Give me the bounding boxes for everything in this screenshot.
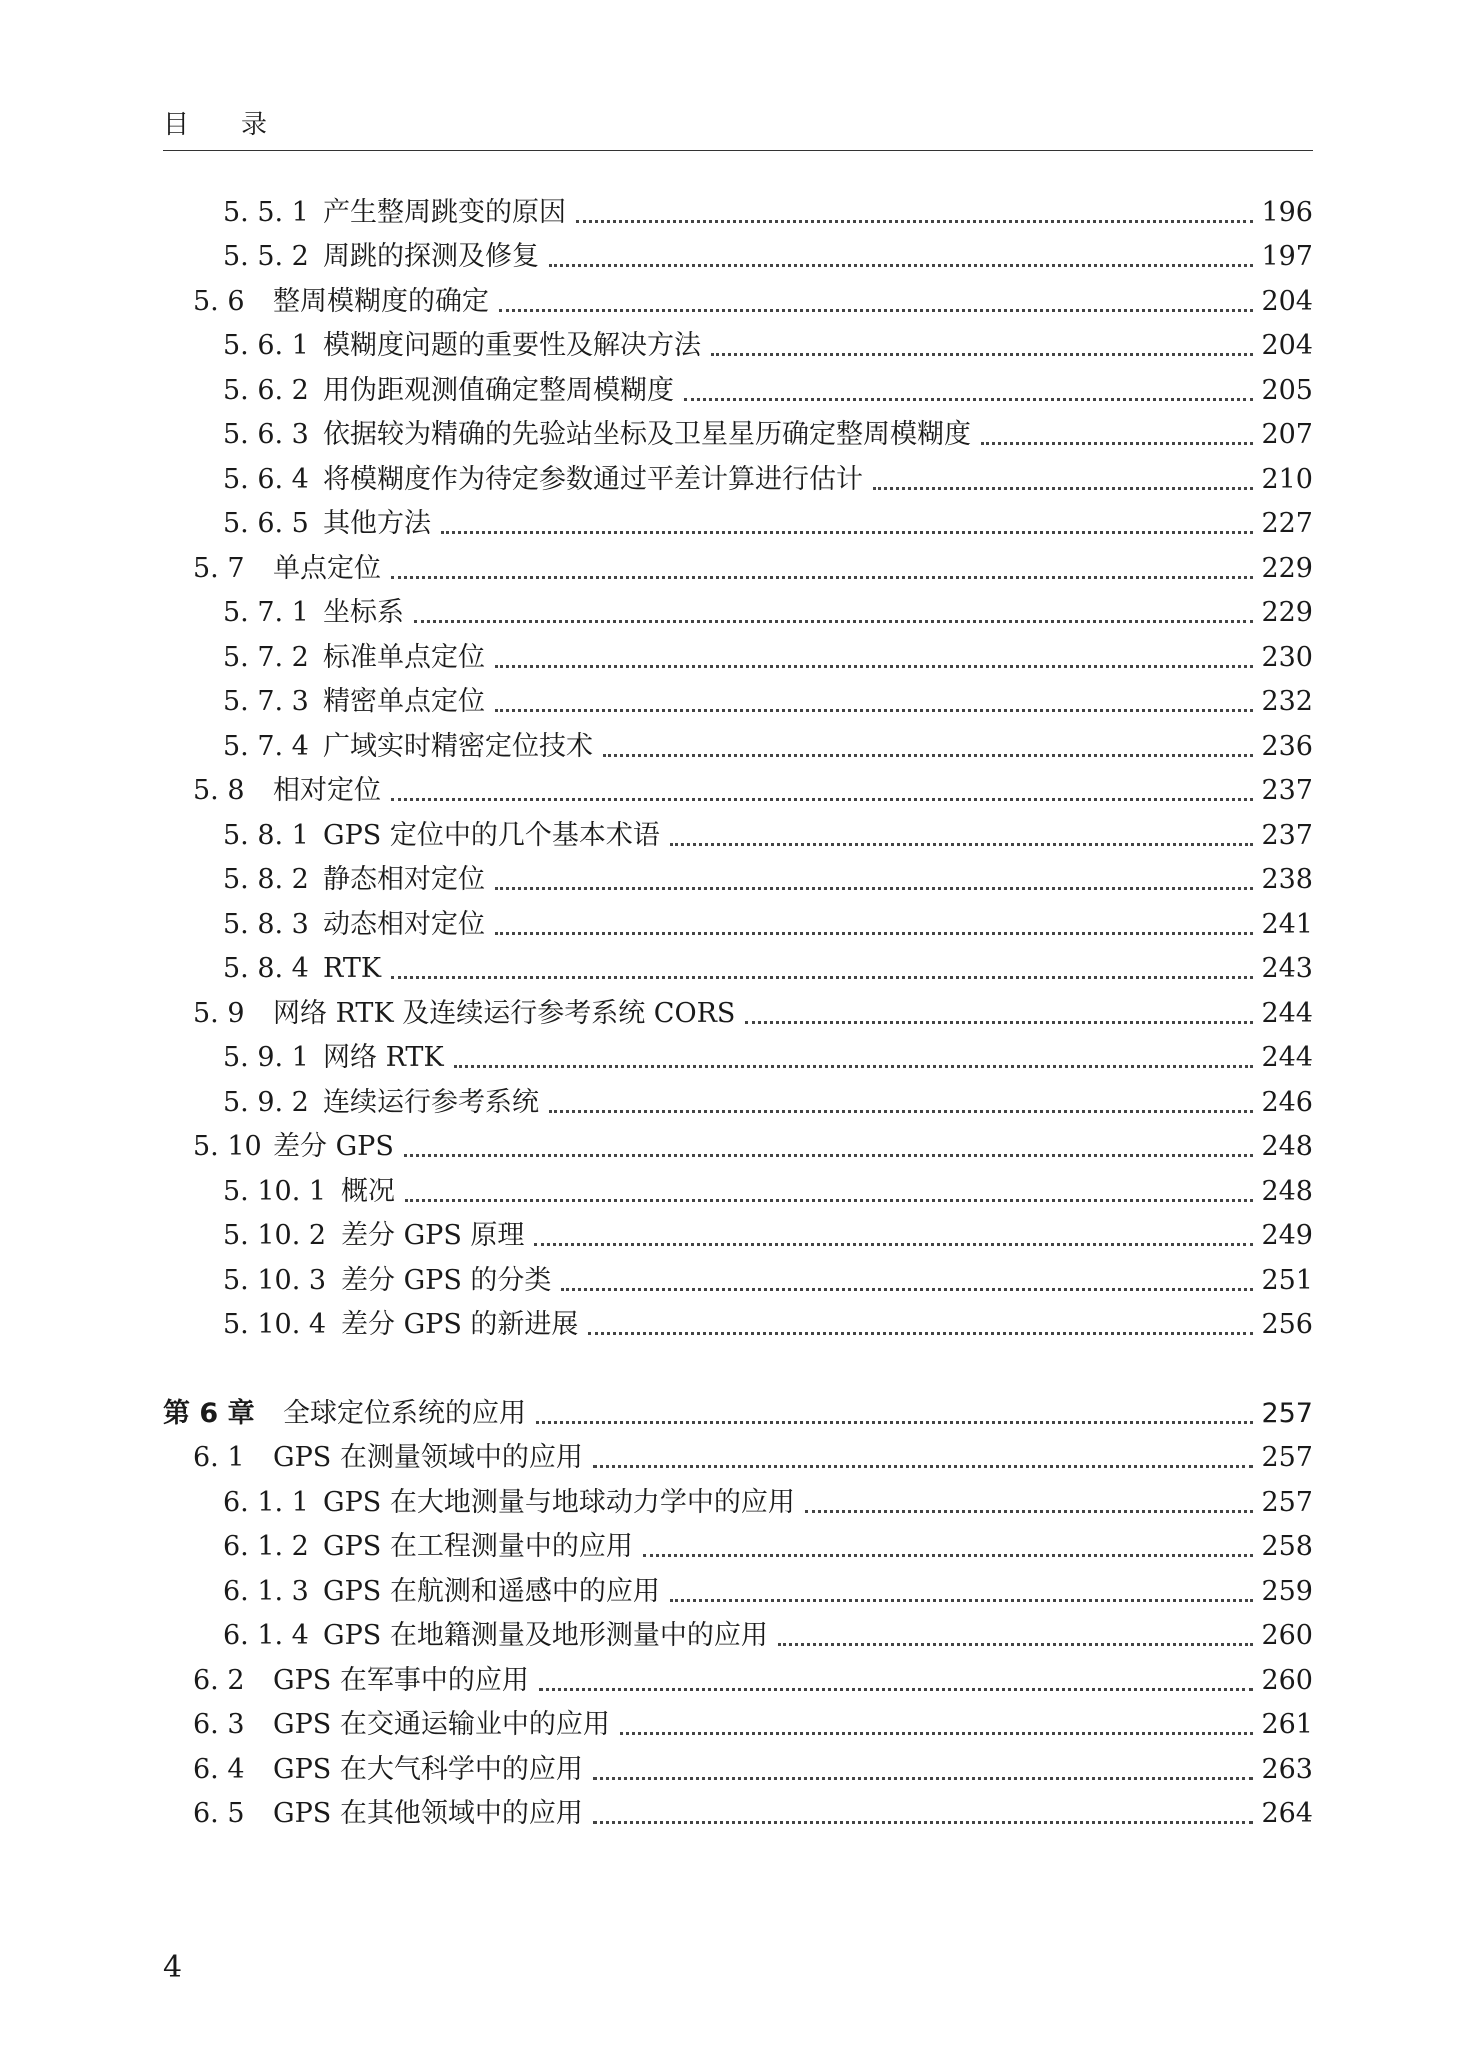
toc-entry-number: 5. 6 (193, 285, 245, 317)
toc-entry (163, 902, 1313, 947)
toc-entry-title: 整周模糊度的确定 (273, 285, 489, 317)
toc-entry (163, 546, 1313, 591)
toc-entry (163, 1614, 1313, 1659)
toc-entry-page: 210 (1261, 463, 1313, 495)
toc-entry-number: 5. 10. 2 (223, 1220, 327, 1251)
toc-entry (163, 947, 1313, 992)
toc-entry-page: 205 (1261, 374, 1313, 406)
toc-entry (163, 1480, 1313, 1525)
dot-leader (576, 219, 1253, 223)
toc-entry-page: 259 (1261, 1575, 1313, 1607)
toc-entry (163, 502, 1313, 547)
toc-entry-title: 网络 RTK 及连续运行参考系统 CORS (273, 997, 736, 1029)
toc-entry-number: 6. 2 (193, 1664, 245, 1696)
dot-leader (778, 1642, 1254, 1646)
toc-entry-number: 5. 5. 2 (223, 241, 309, 272)
toc-entry-number: 6. 1 (193, 1442, 245, 1473)
dot-leader (670, 1598, 1254, 1602)
header-title: 目 录 (163, 110, 268, 140)
toc-entry-page: 237 (1261, 819, 1313, 851)
toc-entry (163, 1214, 1313, 1259)
toc-entry-page: 229 (1261, 552, 1313, 584)
toc-entry-title: 静态相对定位 (323, 864, 485, 895)
dot-leader (588, 1331, 1253, 1335)
toc-entry (163, 991, 1313, 1036)
toc-entry-number: 5. 5. 1 (223, 196, 309, 228)
toc-entry (163, 1125, 1313, 1170)
toc-entry (163, 1080, 1313, 1125)
dot-leader (495, 931, 1253, 935)
toc-entry-page: 258 (1261, 1531, 1313, 1562)
toc-entry-page: 237 (1261, 775, 1313, 806)
toc-entry-page: 260 (1261, 1620, 1313, 1651)
toc-entry-page: 263 (1261, 1753, 1313, 1785)
toc-entry (163, 457, 1313, 502)
toc-entry-number: 5. 10 (193, 1131, 262, 1162)
dot-leader (391, 575, 1253, 579)
toc-entry-number: 5. 9. 1 (223, 1042, 309, 1073)
toc-chapter-entry (163, 1391, 1313, 1436)
toc-entry-page: 257 (1261, 1397, 1313, 1429)
toc-entry-number: 5. 6. 1 (223, 330, 309, 361)
toc-entry-title: 单点定位 (273, 552, 381, 584)
toc-entry-title: 广域实时精密定位技术 (323, 730, 593, 762)
toc-entry (163, 1703, 1313, 1748)
toc-entry-number: 5. 8. 3 (223, 908, 309, 940)
toc-entry (163, 1569, 1313, 1614)
dot-leader (593, 1820, 1254, 1824)
toc-entry-title: GPS 在工程测量中的应用 (323, 1531, 633, 1562)
toc-entry-number: 5. 6. 5 (223, 508, 309, 539)
toc-entry-number: 5. 10. 3 (223, 1264, 327, 1296)
dot-leader (711, 352, 1253, 356)
dot-leader (441, 530, 1253, 534)
page-number: 4 (163, 1950, 183, 1985)
toc-entry-title: 将模糊度作为待定参数通过平差计算进行估计 (323, 463, 863, 495)
dot-leader (549, 263, 1253, 267)
running-header (163, 102, 1313, 151)
toc-entry-number: 5. 7. 1 (223, 597, 309, 628)
toc-entry (163, 724, 1313, 769)
toc-entry-page: 236 (1261, 730, 1313, 762)
toc-entry-title: 网络 RTK (323, 1042, 444, 1073)
toc-entry-number: 6. 1. 3 (223, 1575, 309, 1607)
toc-entry (163, 1525, 1313, 1570)
toc-entry-title: GPS 在大地测量与地球动力学中的应用 (323, 1486, 795, 1518)
dot-leader (391, 975, 1253, 979)
dot-leader (670, 842, 1254, 846)
toc-entry-number: 5. 7 (193, 552, 245, 584)
toc-entry-number: 6. 1. 2 (223, 1531, 309, 1562)
dot-leader (454, 1064, 1254, 1068)
toc-entry-page: 204 (1261, 285, 1313, 317)
dot-leader (405, 1198, 1253, 1202)
toc-entry-title: 周跳的探测及修复 (323, 241, 539, 272)
dot-leader (561, 1287, 1253, 1291)
toc-entry-number: 5. 10. 1 (223, 1175, 327, 1207)
toc-entry-title: RTK (323, 953, 382, 984)
toc-entry-title: 精密单点定位 (323, 686, 485, 717)
toc-entry-page: 207 (1261, 419, 1313, 450)
toc-entry-title: 用伪距观测值确定整周模糊度 (323, 374, 674, 406)
toc-entry-title: 坐标系 (323, 597, 404, 628)
toc-entry (163, 591, 1313, 636)
dot-leader (391, 797, 1253, 801)
toc-entry-page: 229 (1261, 597, 1313, 628)
toc-entry-number: 5. 7. 4 (223, 730, 309, 762)
toc-entry-page: 238 (1261, 864, 1313, 895)
toc-entry-page: 232 (1261, 686, 1313, 717)
toc-entry-title: GPS 在交通运输业中的应用 (273, 1709, 610, 1740)
dot-leader (495, 708, 1253, 712)
toc-entry-page: 197 (1261, 241, 1313, 272)
dot-leader (536, 1420, 1253, 1424)
toc-entry-title: GPS 在测量领域中的应用 (273, 1442, 583, 1473)
toc-entry-page: 196 (1261, 196, 1313, 228)
dot-leader (404, 1153, 1254, 1157)
toc-entry-number: 5. 8 (193, 775, 245, 806)
toc-entry-number: 5. 9 (193, 997, 245, 1029)
dot-leader (495, 664, 1253, 668)
toc-entry-page: 257 (1261, 1442, 1313, 1473)
toc-entry (163, 1303, 1313, 1348)
dot-leader (593, 1464, 1254, 1468)
dot-leader (684, 397, 1253, 401)
toc-entry-page: 241 (1261, 908, 1313, 940)
toc-entry-number: 5. 8. 4 (223, 953, 309, 984)
toc-entry-title: 其他方法 (323, 508, 431, 539)
toc-entry (163, 813, 1313, 858)
toc-entry-page: 261 (1261, 1709, 1313, 1740)
toc-entry (163, 1169, 1313, 1214)
toc-entry-page: 227 (1261, 508, 1313, 539)
toc-entry-title: 差分 GPS 的新进展 (341, 1309, 579, 1340)
toc-entry-page: 230 (1261, 641, 1313, 673)
toc-entry-page: 248 (1261, 1131, 1313, 1162)
toc-entry-page: 204 (1261, 330, 1313, 361)
toc-entry-title: GPS 在大气科学中的应用 (273, 1753, 583, 1785)
toc-entry (163, 1436, 1313, 1481)
toc-entry-number: 5. 7. 2 (223, 641, 309, 673)
toc-entry (163, 190, 1313, 235)
toc-entry-title: GPS 在军事中的应用 (273, 1664, 529, 1696)
toc-entry-title: GPS 在航测和遥感中的应用 (323, 1575, 660, 1607)
toc-entry-page: 248 (1261, 1175, 1313, 1207)
toc-entry (163, 635, 1313, 680)
toc-entry-number: 6. 5 (193, 1798, 245, 1829)
toc-entry-title: GPS 在地籍测量及地形测量中的应用 (323, 1620, 768, 1651)
toc-entry-number: 5. 7. 3 (223, 686, 309, 717)
dot-leader (745, 1020, 1253, 1024)
dot-leader (414, 619, 1253, 623)
toc-entry-title: GPS 在其他领域中的应用 (273, 1798, 583, 1829)
toc-entry-title: 相对定位 (273, 775, 381, 806)
toc-entry (163, 858, 1313, 903)
toc-entry-title: 动态相对定位 (323, 908, 485, 940)
toc-entry (163, 368, 1313, 413)
toc-entry-number: 5. 8. 1 (223, 819, 309, 851)
toc-entry-page: 257 (1261, 1486, 1313, 1518)
toc-entry (163, 680, 1313, 725)
toc-entry-page: 256 (1261, 1309, 1313, 1340)
toc-entry (163, 1036, 1313, 1081)
toc-entry-number: 6. 4 (193, 1753, 245, 1785)
toc-entry-page: 251 (1261, 1264, 1313, 1296)
dot-leader (499, 308, 1253, 312)
dot-leader (981, 441, 1253, 445)
toc-entry-number: 6. 1. 1 (223, 1486, 309, 1518)
dot-leader (620, 1731, 1254, 1735)
toc-entry-title: 全球定位系统的应用 (283, 1397, 526, 1429)
toc-entry-page: 260 (1261, 1664, 1313, 1696)
dot-leader (495, 886, 1253, 890)
toc-entry (163, 1658, 1313, 1703)
toc-entry (163, 769, 1313, 814)
toc-entry-page: 264 (1261, 1798, 1313, 1829)
toc-entry-number: 6. 3 (193, 1709, 245, 1740)
toc-entry (163, 1792, 1313, 1837)
toc-entry-page: 243 (1261, 953, 1313, 984)
toc-entry (163, 1258, 1313, 1303)
dot-leader (534, 1242, 1253, 1246)
table-of-contents (163, 190, 1313, 1836)
toc-entry (163, 279, 1313, 324)
dot-leader (539, 1687, 1254, 1691)
toc-entry-number: 6. 1. 4 (223, 1620, 309, 1651)
toc-entry-title: 差分 GPS 原理 (341, 1220, 525, 1251)
toc-entry-title: 标准单点定位 (323, 641, 485, 673)
dot-leader (603, 753, 1253, 757)
toc-entry-number: 5. 9. 2 (223, 1086, 309, 1118)
dot-leader (549, 1109, 1253, 1113)
toc-entry-page: 244 (1261, 997, 1313, 1029)
dot-leader (873, 486, 1253, 490)
toc-entry-title: 差分 GPS (273, 1131, 394, 1162)
toc-entry-title: 依据较为精确的先验站坐标及卫星星历确定整周模糊度 (323, 419, 971, 450)
toc-entry-title: 差分 GPS 的分类 (341, 1264, 552, 1296)
toc-entry (163, 413, 1313, 458)
toc-entry-number: 5. 6. 3 (223, 419, 309, 450)
toc-entry-number: 5. 10. 4 (223, 1309, 327, 1340)
toc-entry-title: 连续运行参考系统 (323, 1086, 539, 1118)
toc-entry-number: 5. 6. 4 (223, 463, 309, 495)
toc-entry-title: 概况 (341, 1175, 395, 1207)
toc-entry (163, 1747, 1313, 1792)
toc-entry-title: 产生整周跳变的原因 (323, 196, 566, 228)
toc-entry-number: 第 6 章 (163, 1397, 255, 1429)
toc-entry-number: 5. 6. 2 (223, 374, 309, 406)
toc-entry-page: 244 (1261, 1042, 1313, 1073)
dot-leader (805, 1509, 1254, 1513)
dot-leader (643, 1553, 1254, 1557)
toc-entry (163, 235, 1313, 280)
dot-leader (593, 1776, 1254, 1780)
toc-entry-page: 246 (1261, 1086, 1313, 1118)
toc-entry-title: GPS 定位中的几个基本术语 (323, 819, 660, 851)
toc-entry-page: 249 (1261, 1220, 1313, 1251)
toc-entry-number: 5. 8. 2 (223, 864, 309, 895)
toc-entry (163, 324, 1313, 369)
toc-entry-title: 模糊度问题的重要性及解决方法 (323, 330, 701, 361)
